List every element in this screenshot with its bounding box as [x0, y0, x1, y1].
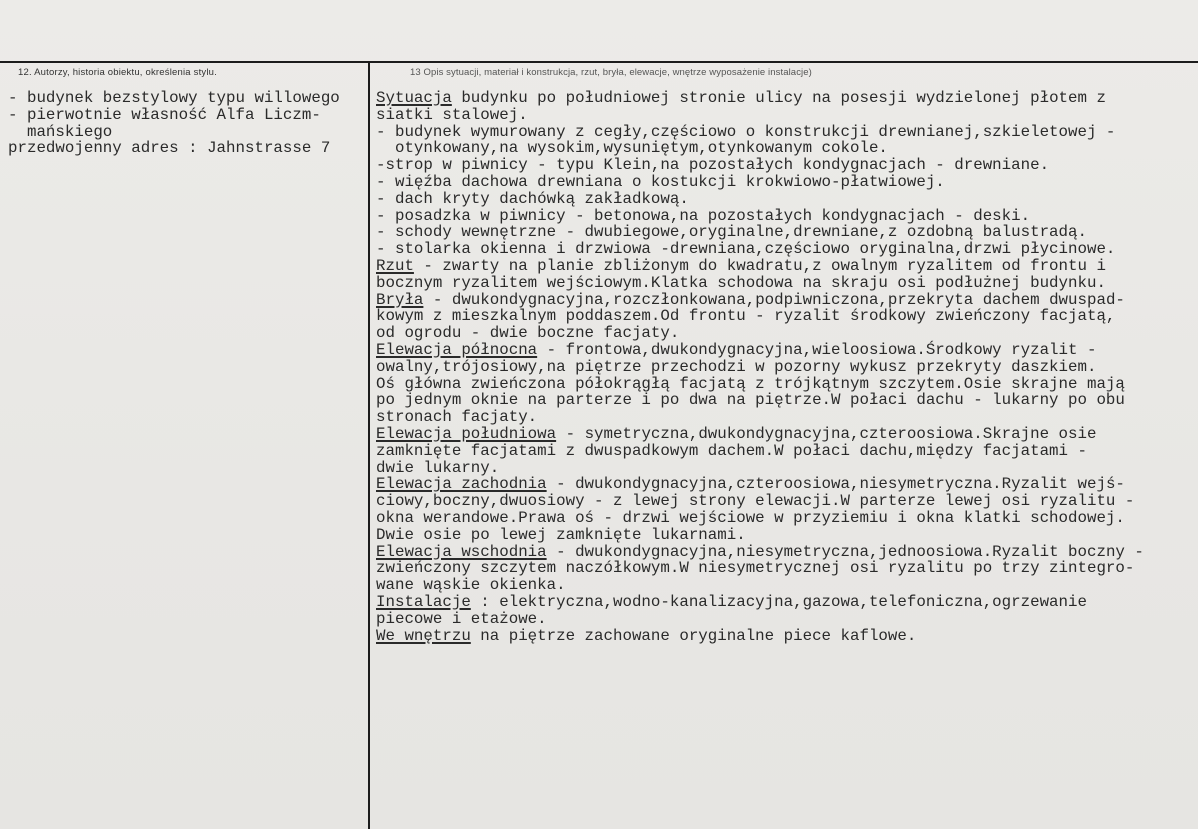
line-text: budynku po południowej stronie ulicy na posesji wydzielonej płotem z: [451, 89, 1106, 107]
column-divider: [368, 62, 370, 829]
right-text-line: [376, 460, 1144, 477]
right-text-line: [376, 191, 1144, 208]
left-text-line: - pierwotnie własność Alfa Liczm-: [8, 105, 321, 124]
section-heading: Elewacja wschodnia: [376, 542, 547, 561]
right-text-line: [376, 258, 1144, 275]
right-text-line: [376, 560, 1144, 577]
line-text: bocznym ryzalitem wejściowym.Klatka schodowa na skraju osi podłużnej budynku.: [376, 273, 1106, 292]
line-text: : elektryczna,wodno-kanalizacyjna,gazowa,telefoniczna,ogrzewanie: [470, 592, 1087, 611]
right-text-line: [376, 527, 1144, 544]
line-text: na piętrze zachowane oryginalne piece kaflowe.: [470, 626, 917, 645]
line-text: - dwukondygnacyjna,rozczłonkowana,podpiwniczona,przekryta dachem dwuspad-: [423, 290, 1125, 309]
section-heading: Rzut: [376, 256, 414, 275]
line-text: dwie lukarny.: [376, 458, 500, 477]
section-heading: Elewacja południowa: [376, 424, 557, 443]
line-text: - dach kryty dachówką zakładkową.: [376, 189, 689, 208]
right-text-line: [376, 409, 1144, 426]
line-text: po jednym oknie na parterze i po dwa na piętrze.W połaci dachu - lukarny po obu: [376, 391, 1125, 410]
line-text: od ogrodu - dwie boczne facjaty.: [376, 324, 680, 343]
left-text-line: mańskiego: [8, 122, 113, 141]
section-heading: We wnętrzu: [376, 626, 471, 645]
line-text: zwieńczony szczytem naczółkowym.W niesymetrycznej osi ryzalitu po trzy zintegro-: [376, 559, 1135, 578]
line-text: - stolarka okienna i drzwiowa -drewniana,częściowo oryginalna,drzwi płycinowe.: [376, 240, 1116, 259]
right-text-line: [376, 443, 1144, 460]
right-text-line: [376, 90, 1144, 107]
header-rule: [0, 61, 1198, 63]
right-text-line: [376, 577, 1144, 594]
right-text-line: [376, 392, 1144, 409]
line-text: - symetryczna,dwukondygnacyjna,czteroosiowa.Skrajne osie: [556, 424, 1097, 443]
line-text: stronach facjaty.: [376, 408, 538, 427]
right-text-line: [376, 224, 1144, 241]
left-text-line: - budynek bezstylowy typu willowego: [8, 89, 340, 107]
left-column-text: [8, 90, 340, 157]
line-text: wane wąskie okienka.: [376, 576, 566, 595]
right-text-line: [376, 493, 1144, 510]
right-text-line: [376, 376, 1144, 393]
right-text-line: [376, 594, 1144, 611]
line-text: - dwukondygnacyjna,niesymetryczna,jednoosiowa.Ryzalit boczny -: [546, 542, 1144, 561]
right-text-line: [376, 241, 1144, 258]
line-text: - budynek wymurowany z cegły,częściowo o konstrukcji drewnianej,szkieletowej -: [376, 122, 1116, 141]
right-text-line: [376, 140, 1144, 157]
right-text-line: [376, 174, 1144, 191]
right-text-line: [376, 292, 1144, 309]
right-text-line: [376, 325, 1144, 342]
section-heading: Elewacja zachodnia: [376, 475, 547, 494]
section-heading: Elewacja północna: [376, 340, 538, 359]
right-text-line: [376, 426, 1144, 443]
section-heading: Bryła: [376, 290, 424, 309]
line-text: - więźba dachowa drewniana o kostukcji krokwiowo-płatwiowej.: [376, 172, 945, 191]
line-text: Dwie osie po lewej zamknięte lukarnami.: [376, 525, 746, 544]
right-text-line: [376, 308, 1144, 325]
section-heading: Sytuacja: [376, 89, 452, 107]
right-text-line: [376, 107, 1144, 124]
line-text: owalny,trójosiowy,na piętrze przechodzi w pozorny wykusz przekryty daszkiem.: [376, 357, 1097, 376]
line-text: - dwukondygnacyjna,czteroosiowa,niesymetryczna.Ryzalit wejś-: [546, 475, 1125, 494]
line-text: - schody wewnętrzne - dwubiegowe,oryginalne,drewniane,z ozdobną balustradą.: [376, 223, 1087, 242]
right-text-line: [376, 359, 1144, 376]
right-text-line: [376, 476, 1144, 493]
line-text: kowym z mieszkalnym poddaszem.Od frontu - ryzalit środkowy zwieńczony facjatą,: [376, 307, 1116, 326]
right-text-line: [376, 275, 1144, 292]
line-text: - posadzka w piwnicy - betonowa,na pozostałych kondygnacjach - deski.: [376, 206, 1031, 225]
right-text-line: [376, 157, 1144, 174]
right-text-line: [376, 611, 1144, 628]
left-text-line: przedwojenny adres : Jahnstrasse 7: [8, 139, 331, 158]
line-text: okna werandowe.Prawa oś - drzwi wejściowe w przyziemiu i okna klatki schodowej.: [376, 508, 1125, 527]
right-column-text: [376, 90, 1144, 644]
right-text-line: [376, 544, 1144, 561]
right-text-line: [376, 124, 1144, 141]
line-text: siatki stalowej.: [376, 105, 528, 124]
section-12-header: 12. Autorzy, historia obiektu, określenia stylu.: [18, 67, 217, 78]
line-text: ciowy,boczny,dwuosiowy - z lewej strony elewacji.W parterze lewej osi ryzalitu -: [376, 492, 1135, 511]
line-text: piecowe i etażowe.: [376, 609, 547, 628]
line-text: - zwarty na planie zbliżonym do kwadratu,z owalnym ryzalitem od frontu i: [413, 256, 1106, 275]
section-13-header: 13 Opis sytuacji, materiał i konstrukcja, rzut, bryła, elewacje, wnętrze wyposażenie instalacje): [410, 67, 812, 78]
line-text: otynkowany,na wysokim,wysuniętym,otynkowanym cokole.: [376, 139, 888, 158]
section-heading: Instalacje: [376, 592, 471, 611]
line-text: -strop w piwnicy - typu Klein,na pozostałych kondygnacjach - drewniane.: [376, 156, 1050, 175]
right-text-line: [376, 208, 1144, 225]
right-text-line: [376, 342, 1144, 359]
line-text: - frontowa,dwukondygnacyjna,wieloosiowa.Środkowy ryzalit -: [537, 340, 1097, 359]
right-text-line: [376, 510, 1144, 527]
right-text-line: [376, 628, 1144, 645]
line-text: zamknięte facjatami z dwuspadkowym dachem.W połaci dachu,między facjatami -: [376, 441, 1087, 460]
line-text: Oś główna zwieńczona półokrągłą facjatą z trójkątnym szczytem.Osie skrajne mają: [376, 374, 1125, 393]
